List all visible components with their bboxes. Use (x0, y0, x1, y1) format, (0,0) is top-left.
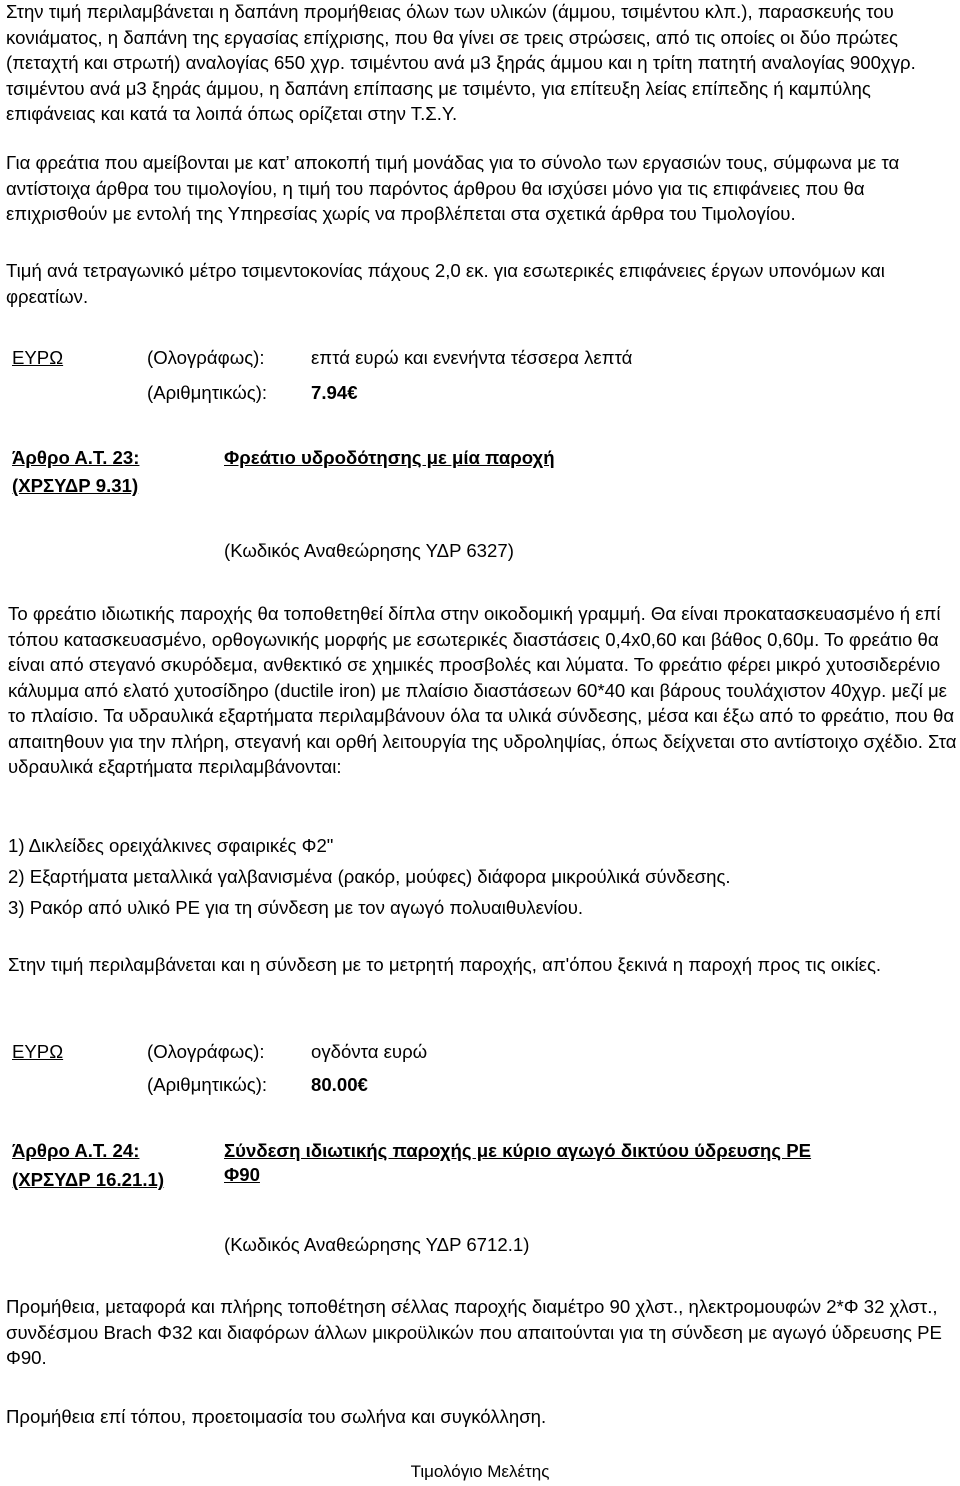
currency-label: ΕΥΡΩ (12, 1041, 64, 1062)
numeric-value: 80.00€ (311, 1074, 368, 1095)
euro-sign-icon: € (357, 1074, 368, 1095)
numeric-label: (Αριθμητικώς): (147, 1074, 268, 1095)
revision-code: (Κωδικός Αναθεώρησης ΥΔΡ 6712.1) (224, 1234, 530, 1255)
article-description: Το φρεάτιο ιδιωτικής παροχής θα τοποθετηθεί δίπλα στην οικοδομική γραμμή. Θα είναι προκατασκευασμένο ή επί τόπου κατασκευασμένο, ορθογωνικής μορφής με εσωτερικές διαστάσεις 0,4x0,60 και βάθος 0,60μ. Το φρεάτιο θα είναι από στεγανό σκυρόδεμα, ανθεκτικό σε χημικές προσβολές και λύματα. Το φρεάτιο φέρει μικρό χυτοσιδερένιο κάλυμμα από ελατό χυτοσίδηρο (ductile iron) με πλαίσιο διαστάσεων 60*40 και βάρους τουλάχιστον 40χγρ. μεζί με το πλαίσιο. Τα υδραυλικά εξαρτήματα περιλαμβάνουν όλα τα υλικά σύνδεσης, μέσα και έξω από το φρεάτιο, που θα απαιτηθουν για την πλήρη, στεγανή και ορθή λειτουργία της υδροληψίας, όπως δείχνεται στο αντίστοιχο σχέδιο. Στα υδραυλικά εξαρτήματα περιλαμβάνονται: (8, 603, 957, 777)
euro-sign-icon: € (347, 382, 358, 403)
list-item: 2) Εξαρτήματα μεταλλικά γαλβανισμένα (ρακόρ, μούφες) διάφορα μικρούλικά σύνδεσης. (8, 866, 731, 887)
intro-paragraph: Στην τιμή περιλαμβάνεται η δαπάνη προμήθειας όλων των υλικών (άμμου, τσιμέντου κλπ.), παρασκευής του κονιάματος, η δαπάνη της εργασίας επίχρισης, που θα γίνει σε τρεις στρώσεις, από τις οποίες οι δύο πρώτες (πεταχτή και στρωτή) αναλογίας 650 χγρ. τσιμέντου ανά μ3 ξηράς άμμου και η τρίτη πατητή αναλογίας 900χγρ. τσιμέντου ανά μ3 ξηράς άμμου, η δαπάνη επίπασης με τσιμέντο, για επίτευξη λείας επίπεδης ή καμπύλης επιφάνειας και κατά τα λοιπά όπως ορίζεται στην Τ.Σ.Υ. (6, 1, 916, 124)
numeric-value: 7.94€ (311, 382, 358, 403)
list-item: 3) Ρακόρ από υλικό PE για τη σύνδεση με τον αγωγό πολυαιθυλενίου. (8, 897, 584, 918)
article-number: Άρθρο Α.Τ. 24: (12, 1140, 140, 1161)
revision-code: (Κωδικός Αναθεώρησης ΥΔΡ 6327) (224, 540, 514, 561)
article-description: Προμήθεια, μεταφορά και πλήρης τοποθέτηση σέλλας παροχής διαμέτρο 90 χλστ., ηλεκτρομουφών 2*Φ 32 χλστ., συνδέσμου Brach Φ32 και διαφόρων άλλων μικροϋλικών που απαιτούνται για τη σύνδεση με αγωγό ύδρευσης PE Φ90. (6, 1296, 942, 1368)
article-code: (ΧΡΣΥΔΡ 9.31) (12, 475, 139, 496)
manholes-paragraph: Για φρεάτια που αμείβονται με κατ’ αποκοπή τιμή μονάδας για το σύνολο των εργασιών τους, σύμφωνα με τα αντίστοιχα άρθρα του τιμολογίου, η τιμή του παρόντος άρθρου θα ισχύσει μόνο για τις επιφάνειες που θα επιχρισθούν με εντολή της Υπηρεσίας χωρίς να προβλέπεται στα σχετικά άρθρα του Τιμολογίου. (6, 152, 900, 224)
words-label: (Ολογράφως): (147, 1041, 265, 1062)
article-code: (ΧΡΣΥΔΡ 16.21.1) (12, 1169, 165, 1190)
article-number: Άρθρο Α.Τ. 23: (12, 447, 140, 468)
page-footer: Τιμολόγιο Μελέτης (410, 1462, 550, 1481)
price-note: Στην τιμή περιλαμβάνεται και η σύνδεση με το μετρητή παροχής, απ'όπου ξεκινά η παροχή προς τις οικίες. (8, 954, 882, 975)
article-title-continued: Φ90 (224, 1164, 260, 1185)
article-description-2: Προμήθεια επί τόπου, προετοιμασία του σωλήνα και συγκόλληση. (6, 1406, 547, 1427)
words-value: ογδόντα ευρώ (311, 1041, 428, 1062)
unit-price-paragraph: Τιμή ανά τετραγωνικό μέτρο τσιμεντοκονίας πάχους 2,0 εκ. για εσωτερικές επιφάνειες έργων υπονόμων και φρεατίων. (6, 260, 885, 307)
words-value: επτά ευρώ και ενενήντα τέσσερα λεπτά (311, 347, 633, 368)
words-label: (Ολογράφως): (147, 347, 265, 368)
currency-label: ΕΥΡΩ (12, 347, 64, 368)
list-item: 1) Δικλείδες ορειχάλκινες σφαιρικές Φ2" (8, 835, 334, 856)
article-title: Σύνδεση ιδιωτικής παροχής με κύριο αγωγό δικτύου ύδρευσης PE (224, 1140, 812, 1161)
numeric-label: (Αριθμητικώς): (147, 382, 268, 403)
article-title: Φρεάτιο υδροδότησης με μία παροχή (224, 447, 555, 468)
